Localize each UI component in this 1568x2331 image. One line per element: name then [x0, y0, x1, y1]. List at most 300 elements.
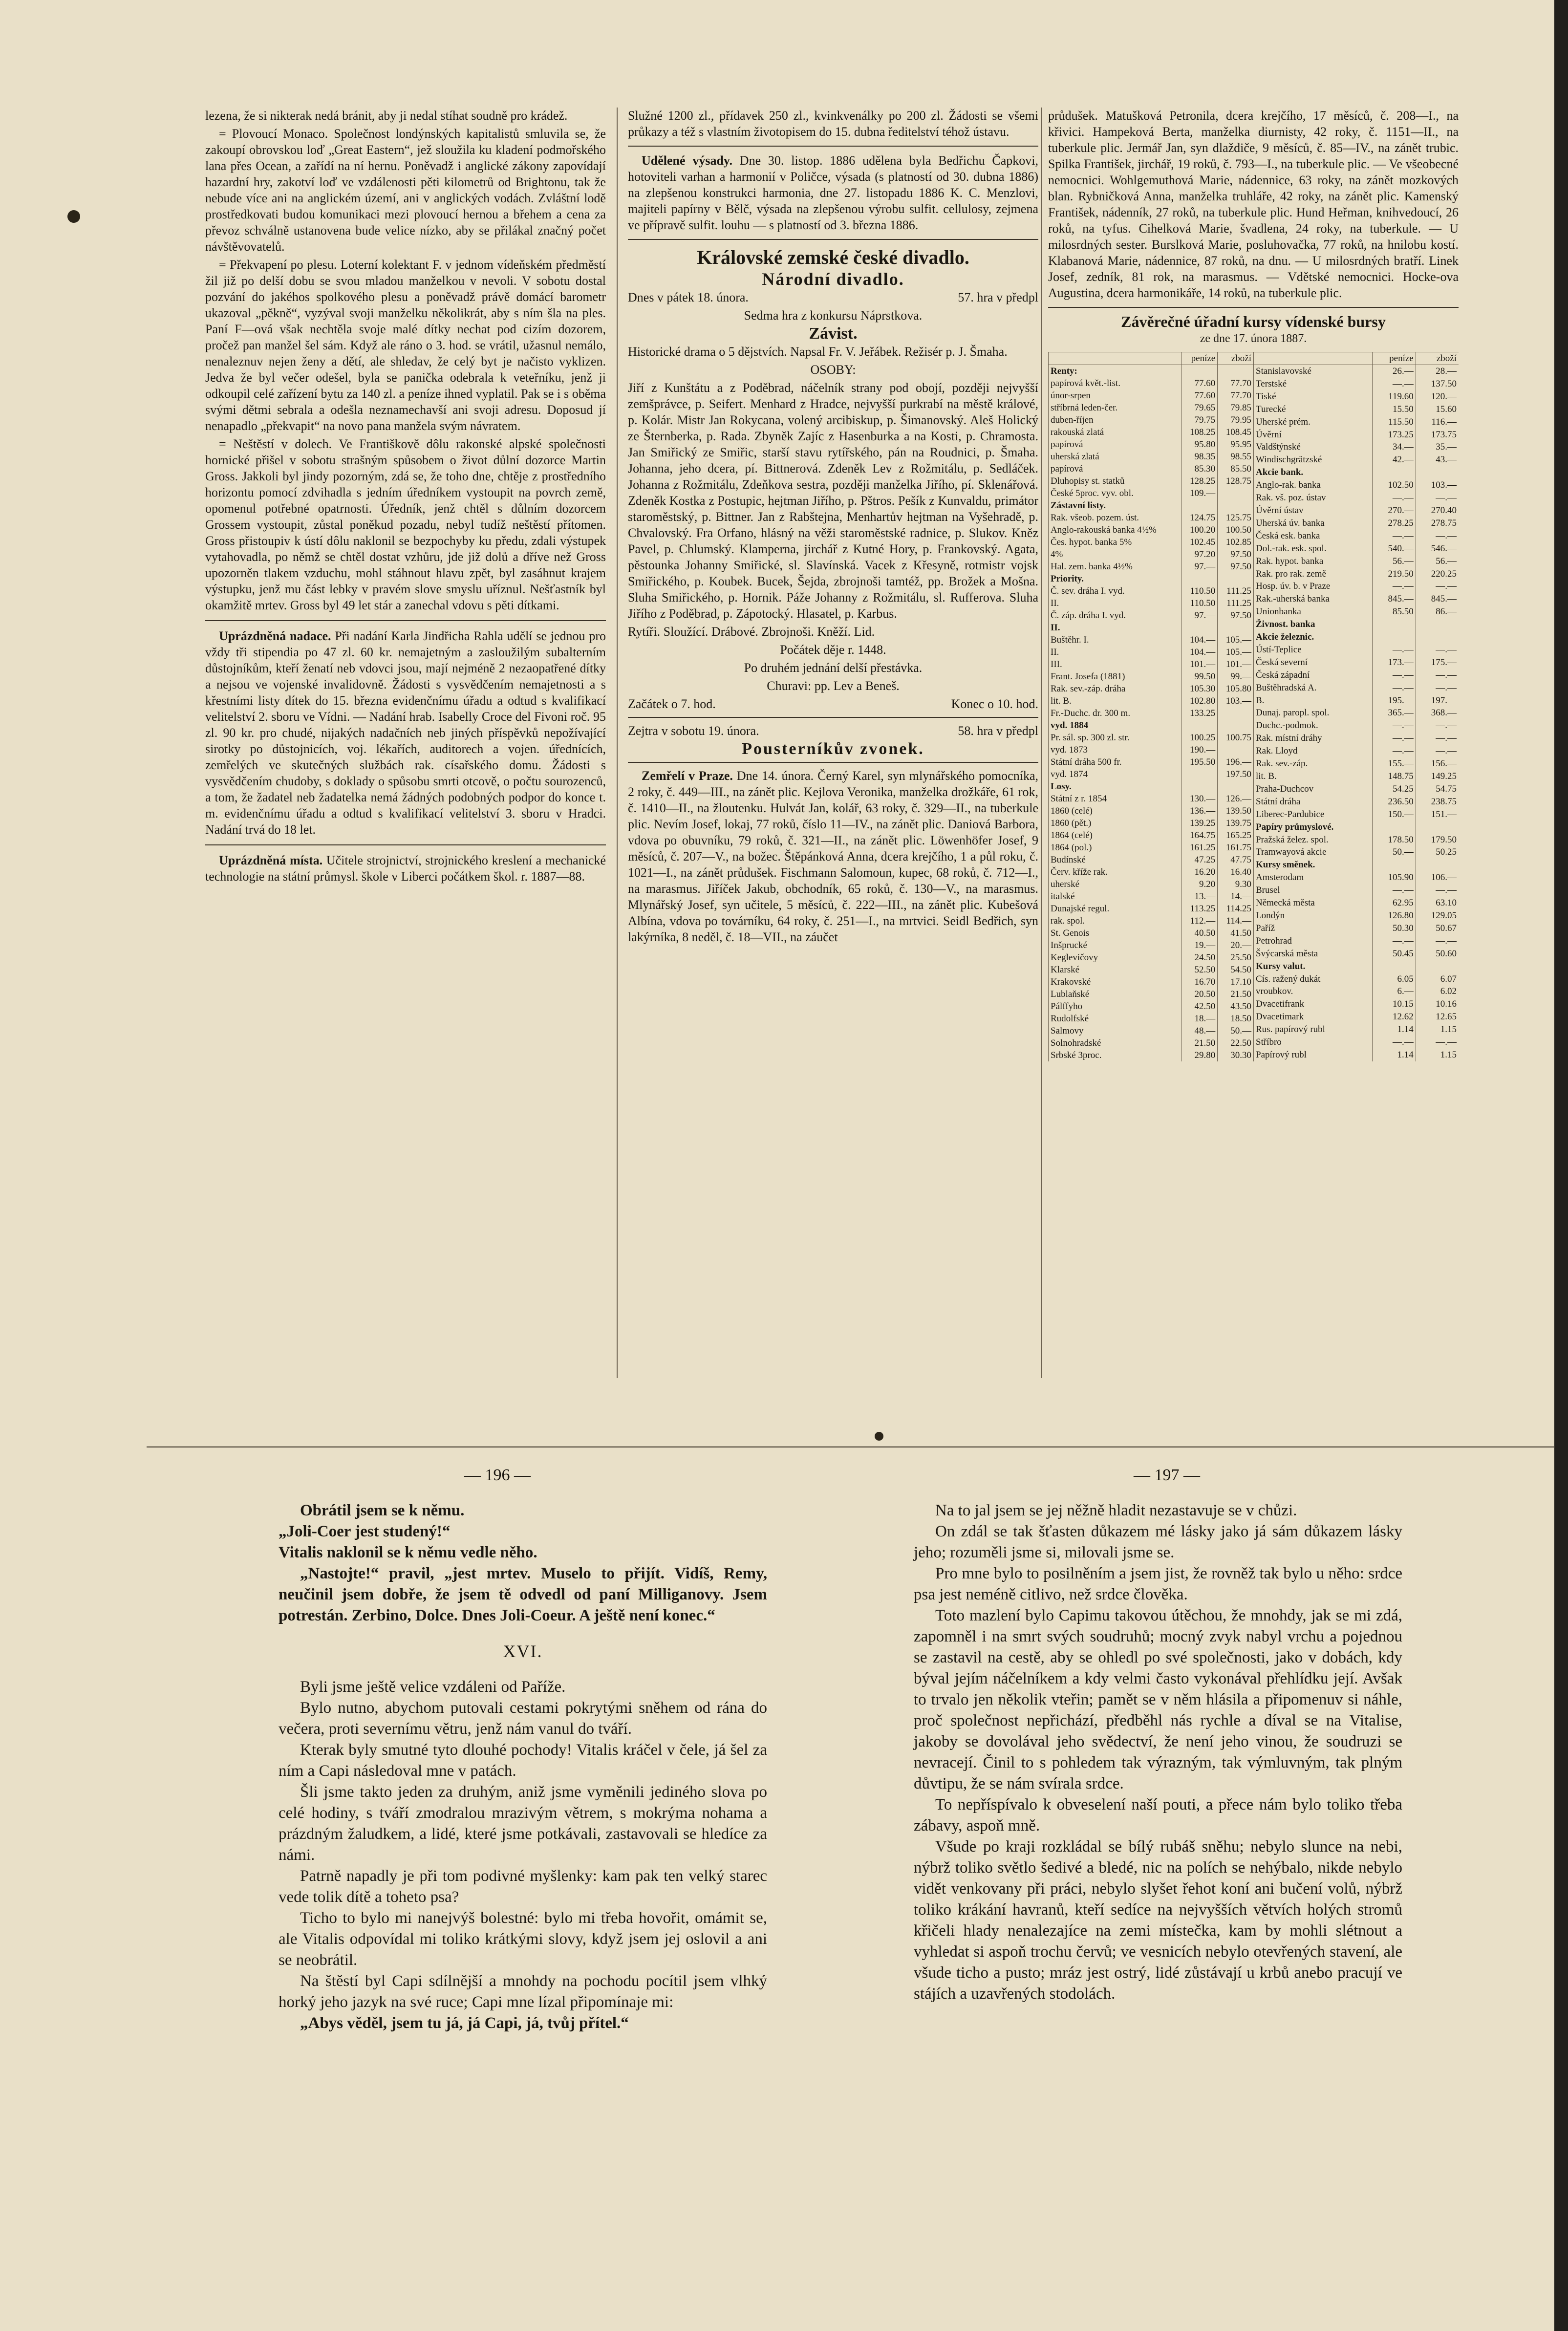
book-page-left — [279, 1500, 767, 2034]
news-paragraph: Služné 1200 zl., přídavek 250 zl., kvinkvenálky po 200 zl. Žádosti se všemi průkazy a též s vlastním životopisem do 15. dubna ředitelství téhož ústavu. — [628, 108, 1038, 139]
ask-value: 43.— — [1416, 453, 1459, 466]
bid-value — [1373, 821, 1416, 834]
exchange-row — [1254, 365, 1459, 378]
ink-spot — [875, 1432, 883, 1441]
exchange-row — [1049, 683, 1254, 695]
bid-value: 161.25 — [1181, 842, 1218, 854]
exchange-row — [1254, 416, 1459, 429]
exchange-row — [1049, 402, 1254, 414]
bid-value: —.— — [1373, 378, 1416, 390]
bid-value — [1181, 768, 1218, 780]
exchange-row — [1049, 451, 1254, 463]
security-name: uherská zlatá — [1049, 451, 1181, 463]
bid-value: 219.50 — [1373, 568, 1416, 581]
ask-value: 161.75 — [1218, 842, 1253, 854]
ask-value: 111.25 — [1218, 585, 1253, 597]
exchange-row — [1254, 1049, 1459, 1061]
bid-value — [1373, 466, 1416, 479]
bid-value: 50.30 — [1373, 922, 1416, 935]
ask-value — [1416, 466, 1459, 479]
ask-value: —.— — [1416, 884, 1459, 897]
page-edge — [1554, 0, 1568, 2331]
ask-value: —.— — [1416, 492, 1459, 504]
ask-value: 100.75 — [1218, 732, 1253, 744]
security-name: Petrohrad — [1254, 935, 1373, 948]
bid-value: —.— — [1373, 719, 1416, 732]
exchange-row — [1254, 403, 1459, 416]
bid-value: 119.60 — [1373, 390, 1416, 403]
bid-value: —.— — [1373, 580, 1416, 593]
ask-value: 85.50 — [1218, 463, 1253, 475]
security-name: Papíry průmyslové. — [1254, 821, 1373, 834]
bid-value: —.— — [1373, 682, 1416, 694]
exchange-row — [1254, 517, 1459, 530]
bid-value: 100.20 — [1181, 524, 1218, 536]
exchange-row — [1049, 1037, 1254, 1049]
section-divider — [205, 844, 606, 845]
security-name: duben-říjen — [1049, 414, 1181, 426]
ask-value — [1416, 859, 1459, 871]
bid-value: 20.50 — [1181, 988, 1218, 1000]
ask-value: 35.— — [1416, 441, 1459, 453]
ask-value: 103.— — [1416, 479, 1459, 492]
exchange-row — [1254, 821, 1459, 834]
exchange-row — [1049, 842, 1254, 854]
bid-value: 845.— — [1373, 593, 1416, 605]
security-name: Č. záp. dráha I. vyd. — [1049, 609, 1181, 622]
book-page-right — [914, 1500, 1402, 2005]
security-name: lit. B. — [1254, 770, 1373, 783]
ask-value: 116.— — [1416, 416, 1459, 429]
performance-line — [628, 723, 1038, 739]
security-name: Česká esk. banka — [1254, 530, 1373, 542]
exchange-row — [1254, 998, 1459, 1011]
security-name: Anglo-rak. banka — [1254, 479, 1373, 492]
security-name: Buštěhradská A. — [1254, 682, 1373, 694]
ask-value: 120.— — [1416, 390, 1459, 403]
ask-value: 79.85 — [1218, 402, 1253, 414]
security-name: Uherská úv. banka — [1254, 517, 1373, 530]
exchange-row — [1049, 939, 1254, 951]
column-header: zboží — [1416, 352, 1459, 365]
bid-value: —.— — [1373, 935, 1416, 948]
security-name: Krakovské — [1049, 976, 1181, 988]
security-name: Renty: — [1049, 365, 1181, 378]
ask-value: —.— — [1416, 732, 1459, 745]
exchange-row — [1049, 475, 1254, 487]
bid-value: 195.50 — [1181, 756, 1218, 768]
security-name: italské — [1049, 890, 1181, 903]
column-header: peníze — [1373, 352, 1416, 365]
bid-value: 16.20 — [1181, 866, 1218, 878]
cast-list: Jiří z Kunštátu a z Poděbrad, náčelník strany pod obojí, později nejvyšší zemšprávce, p. Seifert. Menhard z Hradce, nejvyšší purkrabí na městě králové, p. Kolár. Mistr Jan Rokycana, volený arcibiskup, p. Šimanovský. Aleš Holický ze Šternberka, p. Rada. Zbyněk Zajíc z Hasenburka a na Kosti, p. Chramosta. Jan Smiřický ze Smiřic, starší stavu rytířského, pán na Roudnici, p. Šmaha. Johanna, jeho dcera, pí. Bittnerová. Zdeněk Lev z Rožmitálu, p. Sedláček. Johanna z Rožmitálu, Zdeňkova sestra, později manželka Jiřího, pí. Sklenářová. Zdeněk Kostka z Postupic, hejtman Jiřího, p. Pštros. Pešík z Kunvaldu, primátor staroměstský, p. Bittner. Jan z Rabštejna, Menhartův hejtman na Vyšehradě, p. Chvalovský. Fra Orfano, hlásný na věži staroměstské radnice, p. Slukov. Kněz Pavel, p. Chlumský. Klampernа, jirchář z Kutné Hory, p. Frankovský. Agata, pěstounka Johanny Smiřické, sl. Slavínská. Vacek z Křesyně, rotmistr vojsk Smiřického, p. Koubek. Bucek, Šejda, zbrojnoši tamtéž, pp. Brožek a Mošna. Sluha Smiřického, p. Hornik. Páže Johanny z Rožmitálu, sl. Rufferova. Sluha Jiřího z Poděbrad, p. Zápotocký. Hlasatel, p. Karbus. — [628, 381, 1038, 621]
book-paragraph: On zdál se tak šťasten důkazem mé lásky jako já sám důkazem lásky jeho; rozuměli jsme si, milovali jsme se. — [914, 1523, 1402, 1561]
security-name: Pr. sál. sp. 300 zl. str. — [1049, 732, 1181, 744]
security-name: Česká západní — [1254, 669, 1373, 682]
security-name: St. Genois — [1049, 927, 1181, 939]
ask-value: —.— — [1416, 719, 1459, 732]
section-divider — [628, 146, 1038, 147]
bid-value: —.— — [1373, 530, 1416, 542]
security-name: Ústí-Teplice — [1254, 644, 1373, 656]
ask-value: —.— — [1416, 1036, 1459, 1049]
exchange-row — [1049, 377, 1254, 389]
bid-value: 85.50 — [1373, 605, 1416, 618]
security-name: 1864 (pol.) — [1049, 842, 1181, 854]
exchange-row — [1049, 609, 1254, 622]
ask-value — [1218, 573, 1253, 585]
exchange-row — [1049, 890, 1254, 903]
security-name: Zástavní listy. — [1049, 499, 1181, 512]
security-name: II. — [1049, 597, 1181, 609]
ask-value: 95.95 — [1218, 438, 1253, 451]
exchange-row — [1049, 548, 1254, 561]
bid-value: 139.25 — [1181, 817, 1218, 829]
ask-value: 50.— — [1218, 1025, 1253, 1037]
ask-value: 105.— — [1218, 634, 1253, 646]
news-paragraph: lezena, že si nikterak nedá bránit, aby ji nedal stíhat soudně pro krádež. — [205, 108, 568, 123]
security-name: Inšprucké — [1049, 939, 1181, 951]
security-name: II. — [1049, 622, 1181, 634]
column-header: zboží — [1218, 352, 1253, 365]
ask-value: 14.— — [1218, 890, 1253, 903]
performance-date: Zejtra v sobotu 19. února. — [628, 724, 759, 738]
ask-value: 54.75 — [1416, 783, 1459, 796]
ask-value: 137.50 — [1416, 378, 1459, 390]
book-paragraph: Toto mazlení bylo Capimu takovou útěchou, že mnohdy, jak se mi zdá, zapomněl i na smrt svých soudruhů; mocný zvyk nabyl vrchu a pojednou se zastavil na cestě, aby se ohledl po své společnosti, jako v dobách, kdy býval jejím náčelníkem a kdy velmi často vykonával přehlídku její. Avšak to trvalo jen několik vteřin; pamět se v něm hlásila a připomenuv si náhle, proč společnost nepřichází, předběhl nás rychle a díval se na Vitalise, jakoby se dovolával jeho svědectví, že není jeho vinou, že soudruzi se nevracejí. Činil to s pohledem tak výrazným, tak výmluvným, tak plným důvtipu, že se nám svírala srdce. — [914, 1607, 1402, 1792]
exchange-row — [1049, 829, 1254, 842]
ask-value: 139.50 — [1218, 805, 1253, 817]
ask-value — [1218, 719, 1253, 732]
exchange-row — [1049, 1049, 1254, 1061]
ask-value: 100.50 — [1218, 524, 1253, 536]
column-header — [1254, 352, 1373, 365]
security-name: Rak. sev.-záp. — [1254, 757, 1373, 770]
chapter-heading: XVI. — [503, 1641, 543, 1661]
bid-value: 236.50 — [1373, 796, 1416, 808]
exchange-row — [1254, 1036, 1459, 1049]
end-time: Konec o 10. hod. — [951, 697, 1038, 711]
exchange-row — [1254, 897, 1459, 909]
security-name: Č. sev. dráha I. vyd. — [1049, 585, 1181, 597]
security-name: Srbské 3proc. — [1049, 1049, 1181, 1061]
security-name: únor-srpen — [1049, 389, 1181, 402]
bid-value: 21.50 — [1181, 1037, 1218, 1049]
bid-value: 133.25 — [1181, 707, 1218, 719]
security-name: Londýn — [1254, 909, 1373, 922]
security-name: rak. spol. — [1049, 915, 1181, 927]
security-name: Dvacetifrank — [1254, 998, 1373, 1011]
exchange-row — [1049, 756, 1254, 768]
ask-value: 151.— — [1416, 808, 1459, 821]
theatre-heading: Královské zemské české divadlo. — [697, 246, 969, 268]
security-name: 4% — [1049, 548, 1181, 561]
ask-value — [1218, 744, 1253, 756]
play-description: Historické drama o 5 dějstvích. Napsal Fr. V. Jeřábek. Režisér p. J. Šmaha. — [628, 345, 1008, 359]
ask-value: 6.02 — [1416, 985, 1459, 998]
bid-value: 136.— — [1181, 805, 1218, 817]
bid-value: —.— — [1373, 644, 1416, 656]
bid-value: 178.50 — [1373, 834, 1416, 846]
bid-value: —.— — [1373, 492, 1416, 504]
security-name: Živnost. banka — [1254, 618, 1373, 631]
security-name: Akcie železnic. — [1254, 631, 1373, 644]
ask-value: —.— — [1416, 745, 1459, 757]
exchange-row — [1254, 593, 1459, 605]
ask-value: 1.15 — [1416, 1023, 1459, 1036]
exchange-row — [1049, 622, 1254, 634]
security-name: Úvěrní — [1254, 429, 1373, 441]
bid-value: 77.60 — [1181, 377, 1218, 389]
security-name: Stanislavovské — [1254, 365, 1373, 378]
ask-value: 197.50 — [1218, 768, 1253, 780]
bid-value — [1373, 631, 1416, 644]
bid-value: 164.75 — [1181, 829, 1218, 842]
exchange-row — [1049, 744, 1254, 756]
exchange-table-left — [1048, 352, 1253, 1061]
bid-value — [1181, 622, 1218, 634]
book-paragraph: Vitalis naklonil se k němu vedle něho. — [279, 1544, 537, 1561]
ask-value: 114.25 — [1218, 903, 1253, 915]
exchange-row — [1254, 580, 1459, 593]
exchange-row — [1254, 390, 1459, 403]
bid-value — [1181, 365, 1218, 378]
bid-value: 1.14 — [1373, 1023, 1416, 1036]
security-name: Buštěhr. I. — [1049, 634, 1181, 646]
exchange-row — [1254, 669, 1459, 682]
bid-value: —.— — [1373, 669, 1416, 682]
security-name: 1860 (celé) — [1049, 805, 1181, 817]
book-paragraph: „Abys věděl, jsem tu já, já Capi, já, tvůj přítel.“ — [300, 2014, 629, 2032]
bid-value: 108.25 — [1181, 426, 1218, 438]
bid-value: 34.— — [1373, 441, 1416, 453]
exchange-row — [1254, 694, 1459, 707]
exchange-row — [1254, 732, 1459, 745]
security-name: Rus. papírový rubl — [1254, 1023, 1373, 1036]
exchange-row — [1049, 463, 1254, 475]
exchange-row — [1254, 808, 1459, 821]
exchange-row — [1254, 745, 1459, 757]
ask-value: 16.40 — [1218, 866, 1253, 878]
security-name: Dunaj. paropl. spol. — [1254, 707, 1373, 719]
exchange-row — [1254, 568, 1459, 581]
security-name: Úvěrní ústav — [1254, 504, 1373, 517]
ask-value: 101.— — [1218, 658, 1253, 670]
bid-value: 40.50 — [1181, 927, 1218, 939]
bid-value: 105.90 — [1373, 871, 1416, 884]
security-name: Frant. Josefa (1881) — [1049, 670, 1181, 683]
security-name: Brusel — [1254, 884, 1373, 897]
ask-value: 845.— — [1416, 593, 1459, 605]
exchange-row — [1254, 618, 1459, 631]
ask-value: —.— — [1416, 530, 1459, 542]
security-name: Stříbro — [1254, 1036, 1373, 1049]
ask-value: 41.50 — [1218, 927, 1253, 939]
performance-date: Dnes v pátek 18. února. — [628, 290, 749, 304]
bid-value: 26.— — [1373, 365, 1416, 378]
security-name: Praha-Duchcov — [1254, 783, 1373, 796]
column-header: peníze — [1181, 352, 1218, 365]
exchange-row — [1049, 561, 1254, 573]
book-paragraph: Všude po kraji rozkládal se bílý rubáš sněhu; nebylo slunce na nebi, nýbrž toliko světlo šedivé a bledé, nic na polích se nehýbalo, nikde nebylo vidět venkovany při práci, nebylo slyšet řehot koní ani bučení volů, nýbrž toliko krákání havranů, kteří sedíce na nejvyšších větvích holých stromů křičeli hlady nenalezajíce na zemi místečka, kam by mohli slétnout a vyhledat si aspoň trochu červů; ve vesnicích nebylo otevřených stavení, ale všude ticho a pusto; mráz jest ostrý, lidé zůstávají u krbů anebo pracují ve stájích a uzavřených stodolách. — [914, 1838, 1402, 2003]
bid-value — [1373, 960, 1416, 973]
exchange-row — [1254, 960, 1459, 973]
security-name: Rak.-uherská banka — [1254, 593, 1373, 605]
security-name: Keglevičovy — [1049, 951, 1181, 964]
bid-value: 1.14 — [1373, 1049, 1416, 1061]
ask-value: 1.15 — [1416, 1049, 1459, 1061]
bid-value: 365.— — [1373, 707, 1416, 719]
exchange-row — [1049, 487, 1254, 499]
ask-value: 28.— — [1416, 365, 1459, 378]
book-paragraph: „Nastojte!“ pravil, „jest mrtev. Muselo to přijít. Vidíš, Remy, neučinil jsem dobře, že jsem tě odvedl od paní Milliganovy. Jsem potrestán. Zerbino, Dolce. Dnes Joli-Coeur. A ještě není konec.“ — [279, 1565, 767, 1624]
security-name: Priority. — [1049, 573, 1181, 585]
bid-value: 128.25 — [1181, 475, 1218, 487]
exchange-row — [1254, 719, 1459, 732]
security-name: Česká severní — [1254, 656, 1373, 669]
ask-value: 22.50 — [1218, 1037, 1253, 1049]
security-name: Klarské — [1049, 964, 1181, 976]
ask-value: 139.75 — [1218, 817, 1253, 829]
section-text: Dne 14. února. Černý Karel, syn mlynářského pomocníka, 2 roky, č. 449—III., na zánět plic. Kejlova Veronika, manželka drožkáře, 61 rok, č. 1410—II., na žloutenku. Hulvát Jan, kolář, 63 roky, č. 329—II., na tuberkule plic. Nevím Josef, lokaj, 77 roků, číslo 11—IV., na zánět plic. Daniová Barbora, vdova po obuvníku, 79 roků, č. 321—II., na zánět plic. Löwenhöfer Josef, 9 měsíců, č. 207—V., na božec. Štěpánková Anna, dcera krejčího, 1 a půl roku, č. 1021—I., na zánět průdušek. Fischmann Salomoun, kupec, 68 roků, č. 712—I., na marasmus. Jiříček Jakub, obchodník, 65 roků, č. 130—V., na marasmus. Mlynářský Josef, syn učitele, 5 měsíců, č. 222—III., na zánět plic. Kubešová Albína, vdova po továrníku, 64 roky, č. 251—I., na mrtvici. Seidl Bedřich, syn lakýrníka, 8 neděl, č. 18—VII., na záučet — [628, 769, 1038, 944]
security-name: Lublaňské — [1049, 988, 1181, 1000]
exchange-row — [1049, 805, 1254, 817]
ask-value: 43.50 — [1218, 1000, 1253, 1013]
book-paragraph: Obrátil jsem se k němu. — [300, 1502, 465, 1519]
bid-value: 173.25 — [1373, 429, 1416, 441]
security-name: Dvacetimark — [1254, 1011, 1373, 1023]
ask-value: 47.75 — [1218, 854, 1253, 866]
security-name: lit. B. — [1049, 695, 1181, 707]
security-name: vyd. 1873 — [1049, 744, 1181, 756]
ask-value: 25.50 — [1218, 951, 1253, 964]
bid-value: 104.— — [1181, 646, 1218, 658]
bid-value: 115.50 — [1373, 416, 1416, 429]
cast-heading: OSOBY: — [810, 363, 856, 377]
ask-value — [1416, 960, 1459, 973]
ask-value: 17.10 — [1218, 976, 1253, 988]
section-text: Dne 30. listop. 1886 udělena byla Bedřichu Čapkovi, hotoviteli varhan a harmonií v Poličce, výsada (s platností od 30. dubna 1886) na zlepšenou konstrukci harmonia, dne 27. listopadu 1886 K. C. Menzlovi, majiteli papírny v Bělč, výsada na zlepšenou výrobu sulfit. cellulosy, zejmena ve přípravě sulfit. louhu — s platností od 3. března 1886. — [628, 153, 1039, 232]
bid-value: 15.50 — [1373, 403, 1416, 416]
security-name: Dol.-rak. esk. spol. — [1254, 542, 1373, 555]
bid-value: 62.95 — [1373, 897, 1416, 909]
exchange-row — [1254, 846, 1459, 859]
book-paragraph: To nepříspívalo k obveselení naší pouti, a přece nám bylo toliko třeba zábavy, aspoň mně. — [914, 1796, 1402, 1835]
bid-value: 155.— — [1373, 757, 1416, 770]
column-rule — [1041, 108, 1042, 1378]
ask-value: 111.25 — [1218, 597, 1253, 609]
ask-value: 97.50 — [1218, 561, 1253, 573]
ask-value — [1416, 618, 1459, 631]
exchange-row — [1049, 389, 1254, 402]
newspaper-column-1 — [205, 108, 606, 886]
ask-value: 368.— — [1416, 707, 1459, 719]
security-name: Rak. sev.-záp. dráha — [1049, 683, 1181, 695]
exchange-row — [1049, 512, 1254, 524]
bid-value: 19.— — [1181, 939, 1218, 951]
ask-value: 50.67 — [1416, 922, 1459, 935]
ask-value: 6.07 — [1416, 973, 1459, 986]
exchange-row — [1254, 1023, 1459, 1036]
bid-value: 97.20 — [1181, 548, 1218, 561]
security-name: Dunajské regul. — [1049, 903, 1181, 915]
news-paragraph: = Překvapení po plesu. Loterní kolektant F. v jednom vídeňském předměstí žil již po delší dobu se svou mladou manželkou v nevoli. V sobotu dostal pozvání do jakéhos spolkového plesu a poněvadž právě domácí barometr ukazoval „pěkně“, vyzýval svoji manželku několikrát, aby s ním šla na ples. Paní F—ová však nechtěla svoje malé dítky nechat pod cizím dozorem, pročež pan manžel šel sám. Když ale ráno o 3. hod. se vrátil, užasnul nemálo, nenaleznuv nejen ženy a dětí, ale shledav, že celý byt je načisto vyklizen. Jedva že byl večer odešel, byla se panička odebrala k veteřníku, jenž ji odkoupil celé zařízení bytu za 140 zl. a peníze ihned vyplatil. Pak se i s oběma svými dětmi sebrala a odešla neznamechavší ani svoji adresu. Doposud jí nenapadlo „překvapit“ na novo pana manžela svým návratem. — [205, 258, 606, 433]
performance-note: Sedma hra z konkursu Náprstkova. — [744, 308, 923, 323]
exchange-row — [1254, 429, 1459, 441]
exchange-row — [1254, 492, 1459, 504]
bid-value: 104.— — [1181, 634, 1218, 646]
security-name: Rak. místní dráhy — [1254, 732, 1373, 745]
security-name: Kursy směnek. — [1254, 859, 1373, 871]
security-name: Státní z r. 1854 — [1049, 793, 1181, 805]
page-number-right: — 197 — — [1134, 1466, 1200, 1484]
security-name: Akcie bank. — [1254, 466, 1373, 479]
book-paragraph: Byli jsme ještě velice vzdáleni od Paříže. — [300, 1678, 566, 1696]
ask-value: 79.95 — [1218, 414, 1253, 426]
exchange-row — [1254, 948, 1459, 960]
bid-value: 110.50 — [1181, 597, 1218, 609]
exchange-row — [1049, 854, 1254, 866]
exchange-row — [1254, 644, 1459, 656]
bid-value: 42.— — [1373, 453, 1416, 466]
ask-value: 20.— — [1218, 939, 1253, 951]
exchange-row — [1049, 964, 1254, 976]
exchange-title: Závěrečné úřadní kursy vídenské bursy — [1121, 313, 1386, 330]
ask-value: 197.— — [1416, 694, 1459, 707]
exchange-row — [1049, 951, 1254, 964]
ask-value: 18.50 — [1218, 1013, 1253, 1025]
exchange-row — [1254, 378, 1459, 390]
play-note: Churavi: pp. Lev a Beneš. — [767, 679, 900, 693]
bid-value — [1373, 618, 1416, 631]
bid-value: 24.50 — [1181, 951, 1218, 964]
exchange-date: ze dne 17. února 1887. — [1200, 332, 1307, 345]
ask-value: 175.— — [1416, 656, 1459, 669]
ask-value: 103.— — [1218, 695, 1253, 707]
bid-value: 16.70 — [1181, 976, 1218, 988]
security-name: Anglo-rakouská banka 4½% — [1049, 524, 1181, 536]
section-title: Zemřelí v Praze. — [642, 769, 733, 783]
exchange-row — [1049, 634, 1254, 646]
security-name: Hal. zem. banka 4½% — [1049, 561, 1181, 573]
bid-value: 99.50 — [1181, 670, 1218, 683]
book-paragraph: Bylo nutno, abychom putovali cestami pokrytými sněhem od rána do večera, proti severnímu větru, jenž nám vanul do tváří. — [279, 1699, 767, 1738]
ask-value: 173.75 — [1416, 429, 1459, 441]
security-name: Papírový rubl — [1254, 1049, 1373, 1061]
exchange-row — [1049, 1013, 1254, 1025]
bid-value: 97.— — [1181, 561, 1218, 573]
bid-value: 124.75 — [1181, 512, 1218, 524]
bid-value: 52.50 — [1181, 964, 1218, 976]
ask-value — [1218, 365, 1253, 378]
security-name: Budínské — [1049, 854, 1181, 866]
security-name: Rak. Lloyd — [1254, 745, 1373, 757]
exchange-row — [1254, 441, 1459, 453]
bid-value: 190.— — [1181, 744, 1218, 756]
exchange-row — [1049, 695, 1254, 707]
bid-value: 105.30 — [1181, 683, 1218, 695]
bid-value: 195.— — [1373, 694, 1416, 707]
exchange-table-right — [1253, 352, 1459, 1061]
bid-value: —.— — [1373, 745, 1416, 757]
bid-value: 130.— — [1181, 793, 1218, 805]
bid-value — [1181, 573, 1218, 585]
exchange-row — [1049, 597, 1254, 609]
binding-hole — [67, 210, 80, 223]
news-paragraph: = Neštěstí v dolech. Ve Františkově dôlu rakonské alpské společnosti hornické přišel v sobotu strašným spůsobem o život důlní dozorce Martin Gross. Jakkoli byl jindy pozorným, zdá se, že toho dne, chtěje z prostředního horizontu pomocí zdvihadla s jedním úředníkem vystoupit na povrch země, opomenul potřebné opatrnosti. Úředník, jenž chtěl s důlním dozorcem Grossem vystoupit, zůstal poněkud pozadu, nebyl tudíž neštěstí přítomen. Gross přistoupiv k ústí dôlu naklonil se bezpochyby ku předu, zdali výstupek vytahovadla, po němž se chtěl dostat vzhůru, jde již dolů a dříve než Gross upozorněn tlakem vzduchu, mohl stáhnout hlavu zpět, byl zasáhnut krajem výstupku, jenž mu část lebky v pravém slove smyslu uříznul. Nešťastník byl okamžitě mrtev. Gross byl 49 let stár a zanechal vdovu s pěti dítkami. — [205, 437, 606, 612]
section-title: Uprázdněná nadace. — [219, 629, 331, 643]
security-name: Hosp. úv. b. v Praze — [1254, 580, 1373, 593]
